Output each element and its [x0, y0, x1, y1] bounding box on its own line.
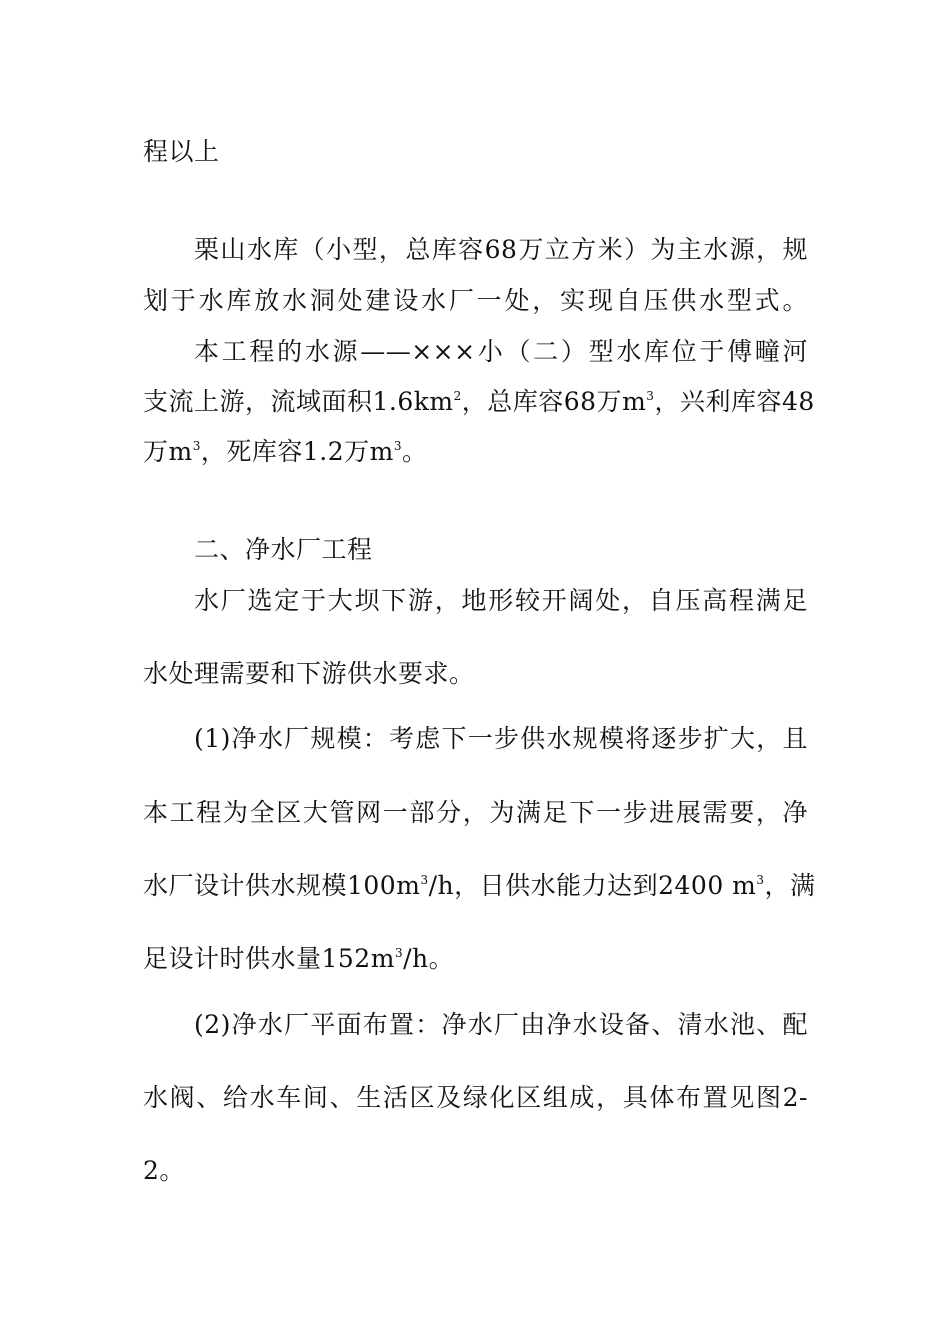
line-text-part: 足设计时供水量152m [143, 944, 395, 973]
text-line-11 [143, 797, 808, 829]
line-text: (1)净水厂规模：考虑下一步供水规模将逐步扩大，且 [194, 724, 808, 753]
text-line-5 [143, 386, 815, 418]
line-text: 2。 [143, 1156, 185, 1185]
line-text-part: 支流上游，流域面积1.6km [143, 387, 454, 416]
superscript: 3 [420, 873, 429, 887]
text-line-15 [143, 1082, 808, 1114]
text-line-8 [194, 585, 808, 617]
line-text-part: ，总库容68万m [461, 387, 647, 416]
superscript: 3 [394, 946, 404, 960]
line-text: 本工程为全区大管网一部分，为满足下一步进展需要，净 [143, 798, 808, 827]
line-text: 二、净水厂工程 [194, 535, 373, 564]
section-heading [194, 534, 808, 566]
line-text: 水阀、给水车间、生活区及绿化区组成，具体布置见图2- [143, 1083, 808, 1112]
text-line-6 [143, 436, 808, 468]
line-text-part: 水厂设计供水规模100m [143, 871, 421, 900]
superscript: 3 [646, 389, 655, 403]
superscript: 3 [192, 439, 201, 453]
text-line-12 [143, 870, 816, 902]
text-line-14 [194, 1009, 808, 1041]
text-line-4 [194, 336, 808, 368]
text-line-16 [143, 1155, 808, 1187]
text-line-10 [194, 723, 808, 755]
line-text-part: /h，日供水能力达到2400 m [428, 871, 757, 900]
line-text: (2)净水厂平面布置：净水厂由净水设备、清水池、配 [194, 1010, 808, 1039]
line-text-part: 万m [143, 437, 193, 466]
line-text: 栗山水库（小型，总库容68万立方米）为主水源，规 [194, 235, 808, 264]
superscript: 3 [393, 439, 402, 453]
text-line-2 [194, 234, 808, 266]
line-text-part: ，兴利库容48 [654, 387, 815, 416]
line-text: 划于水库放水洞处建设水厂一处，实现自压供水型式。 [143, 286, 808, 315]
line-text: 本工程的水源——×××小（二）型水库位于傅疃河 [194, 337, 808, 366]
superscript: 3 [756, 873, 765, 887]
text-line-13 [143, 943, 808, 975]
line-text-part: /h。 [403, 944, 455, 973]
line-text: 水处理需要和下游供水要求。 [143, 659, 475, 688]
line-text-part: ，死库容1.2万m [200, 437, 394, 466]
text-line-3 [143, 285, 808, 317]
line-text-part: 。 [401, 437, 428, 466]
line-text-part: ，满 [764, 871, 816, 900]
text-line-1 [143, 136, 808, 168]
line-text: 水厂选定于大坝下游，地形较开阔处，自压高程满足 [194, 586, 808, 615]
superscript: 2 [453, 389, 462, 403]
line-text: 程以上 [143, 137, 220, 166]
text-line-9 [143, 658, 808, 690]
